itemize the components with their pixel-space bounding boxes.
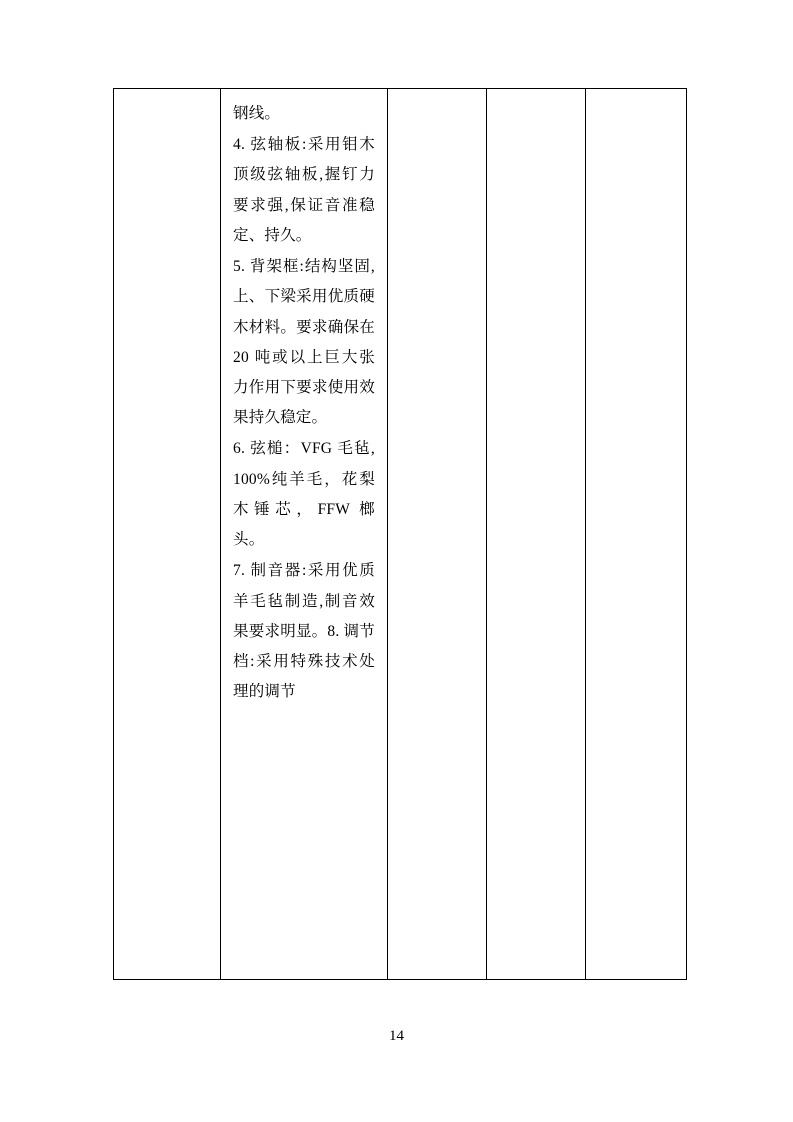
page-number: 14 [389,1028,404,1044]
cell-e-content [586,89,686,979]
cell-b-content [221,89,387,979]
spec-paragraph-4: 6. 弦槌：VFG 毛毡,100%纯羊毛，花梨木锤芯，FFW 榔头。 [233,440,375,549]
cell-d-content [487,89,585,979]
cell-c-content [388,89,486,979]
table-cell-remark [586,89,687,980]
spec-paragraph-1: 钢线。 [233,105,281,122]
spec-paragraph-5: 7. 制音器:采用优质羊毛毡制造,制音效果要求明显。8. 调节档:采用特殊技术处理的调节 [233,562,375,701]
table-cell-specification [221,89,388,980]
spec-paragraph-2: 4. 弦轴板:采用钼木顶级弦轴板,握钉力要求强,保证音准稳定、持久。 [233,136,375,244]
table-cell-unit [388,89,487,980]
table-cell-quantity [487,89,586,980]
table-row [114,89,687,980]
cell-a-content [114,89,220,979]
table-cell-item-name [114,89,221,980]
spec-paragraph-3: 5. 背架框:结构坚固,上、下梁采用优质硬木材料。要求确保在 20 吨或以上巨大张力作用下要求使用效果持久稳定。 [233,258,375,427]
specification-table [113,88,687,980]
